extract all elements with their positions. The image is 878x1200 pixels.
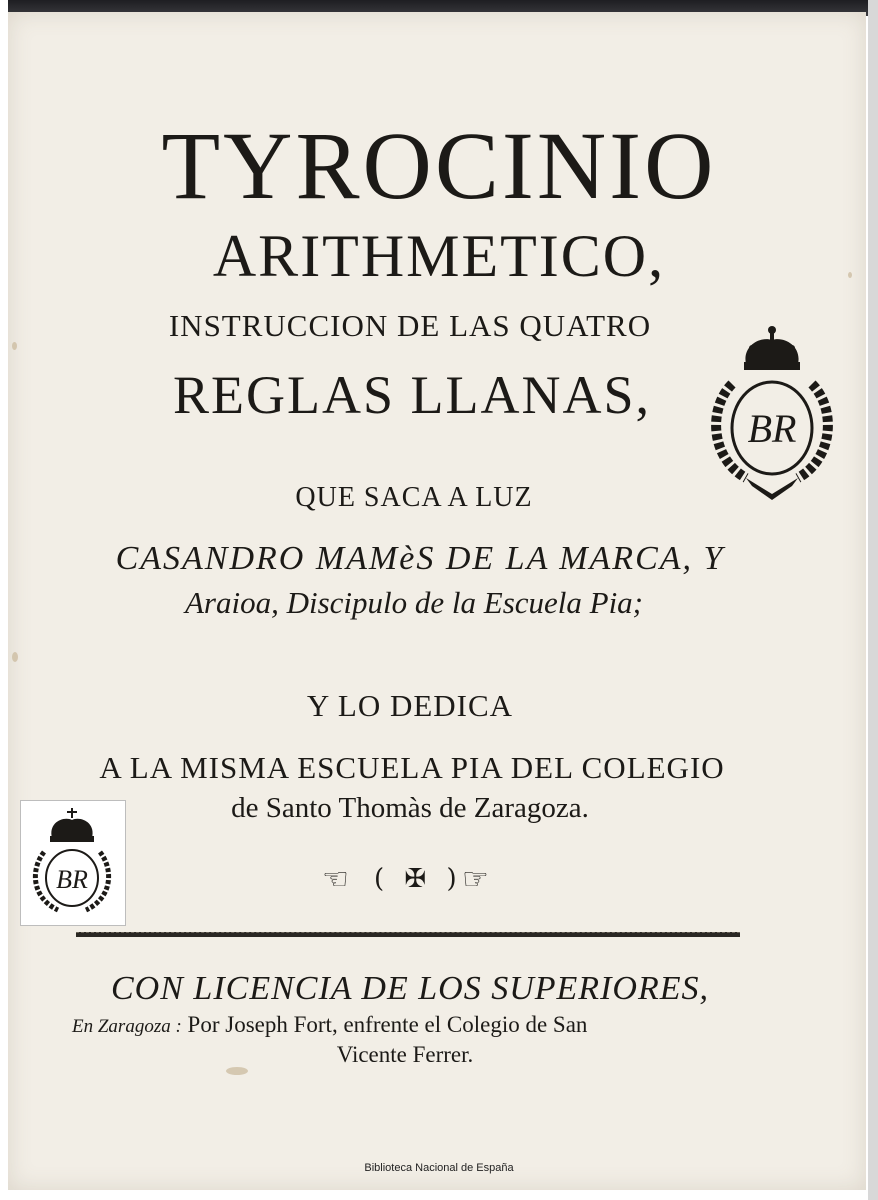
maltese-cross-icon: ( ✠ ) bbox=[374, 864, 463, 894]
imprint-place: En Zaragoza : bbox=[72, 1016, 182, 1037]
dedication-line3: de Santo Thomàs de Zaragoza. bbox=[231, 792, 589, 824]
subtitle-reglas-llanas: REGLAS LLANAS, bbox=[172, 365, 651, 425]
pointing-hand-right-icon: ☞ bbox=[462, 862, 489, 897]
author-name-line2: Araioa, Discipulo de la Escuela Pia; bbox=[184, 585, 644, 620]
stamp-monogram: BR bbox=[56, 865, 88, 894]
svg-text:BR: BR bbox=[747, 406, 797, 451]
author-intro: QUE SACA A LUZ bbox=[295, 482, 533, 513]
library-stamp-large bbox=[702, 318, 842, 504]
footer-credit: Biblioteca Nacional de España bbox=[364, 1162, 514, 1174]
imprint-printer: Por Joseph Fort, enfrente el Colegio de San bbox=[181, 1012, 588, 1037]
library-stamp-small bbox=[28, 806, 116, 918]
imprint-line-cont: Vicente Ferrer. bbox=[336, 1042, 474, 1067]
author-name-line1: CASANDRO MAMèS DE LA MARCA, Y bbox=[115, 540, 725, 577]
dedication-line2: A LA MISMA ESCUELA PIA DEL COLEGIO bbox=[99, 750, 725, 785]
title-arithmetico: ARITHMETICO, bbox=[212, 223, 666, 289]
dedication-intro: Y LO DEDICA bbox=[306, 688, 514, 723]
horizontal-rule bbox=[76, 932, 740, 937]
pointing-hand-left-icon: ☜ bbox=[322, 862, 349, 897]
title-tyrocinio: TYROCINIO bbox=[161, 112, 717, 219]
subtitle-instruccion: INSTRUCCION DE LAS QUATRO bbox=[168, 308, 652, 343]
imprint-line bbox=[72, 1012, 752, 1038]
licence-line: CON LICENCIA DE LOS SUPERIORES, bbox=[111, 970, 709, 1007]
printer-ornament bbox=[322, 864, 498, 898]
